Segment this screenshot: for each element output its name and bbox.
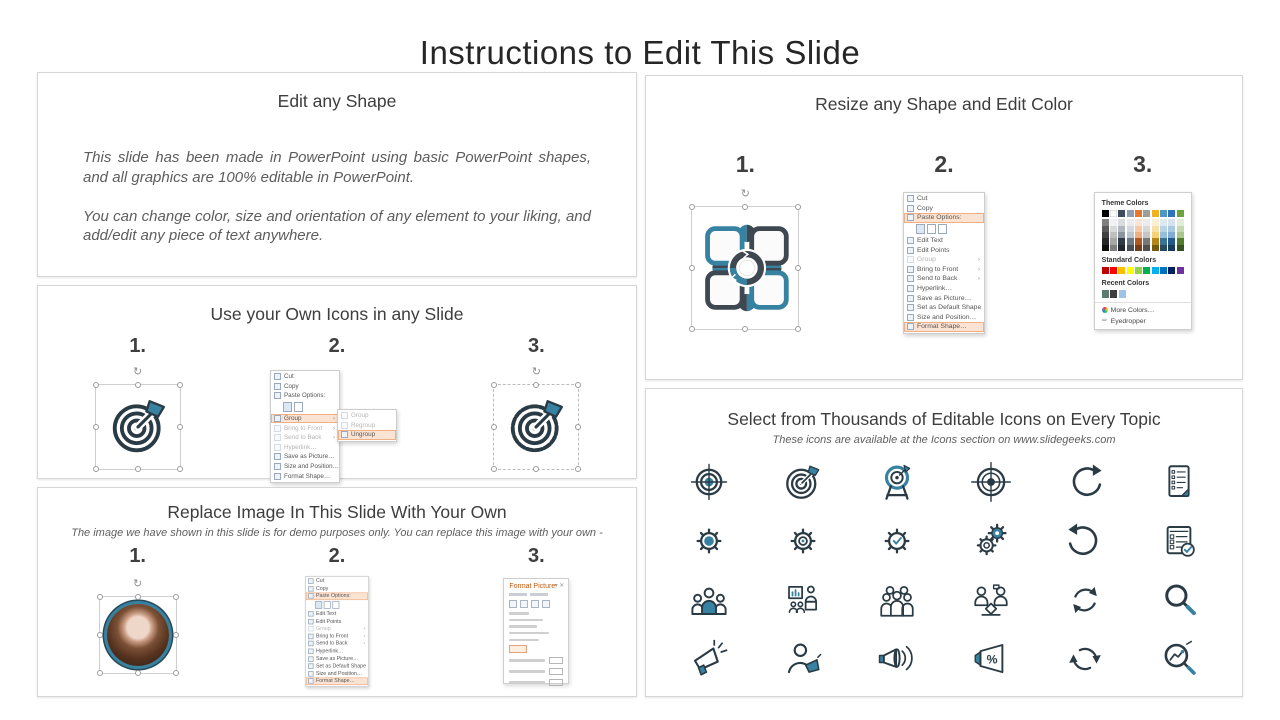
menu-item-cut: Cut <box>306 578 368 585</box>
menu-item-edit-text: Edit Text <box>904 236 984 246</box>
step-number: 2. <box>934 151 954 177</box>
selected-icon-graphic <box>95 366 181 470</box>
menu-item-save-as-picture: Save as Picture… <box>904 293 984 303</box>
gear-check-icon <box>850 511 944 570</box>
refresh-arrow-icon <box>1038 452 1132 511</box>
step-1 <box>38 545 237 718</box>
menu-item-bring-to-front: Bring to Front › <box>904 265 984 275</box>
icon-grid <box>646 446 1242 688</box>
menu-item-bring-to-front: Bring to Front › <box>306 633 368 640</box>
step-number: 2. <box>328 335 346 357</box>
standard-colors-label: Standard Colors <box>1101 257 1157 265</box>
menu-item-hyperlink: Hyperlink… <box>271 443 339 453</box>
pane-tabs <box>509 593 563 596</box>
selected-shape-graphic <box>691 188 799 330</box>
body-paragraph: You can change color, size and orientation of any element to your liking, and add/edit any piece of text anywhere. <box>83 207 591 245</box>
team-three-icon <box>662 570 756 629</box>
menu-item-paste-options: Paste Options: <box>904 213 984 223</box>
panel-subtitle: These icons are available at the Icons section on www.slidegeeks.com <box>772 434 1116 446</box>
context-menu-group <box>270 370 376 483</box>
menu-item-edit-text: Edit Text <box>306 610 368 617</box>
step-number: 1. <box>129 545 146 567</box>
step-2 <box>845 125 1044 334</box>
gear-inner-gear-icon <box>756 511 850 570</box>
menu-item-set-default-shape: Set as Default Shape <box>904 303 984 313</box>
meeting-discussion-icon <box>944 570 1038 629</box>
close-icon: ▾ ✕ <box>554 583 565 589</box>
recent-colors-label: Recent Colors <box>1101 280 1150 288</box>
paste-options-icons <box>271 401 339 414</box>
paste-options-icons <box>904 223 984 236</box>
step-3 <box>437 545 636 718</box>
refresh-arrow-ccw-icon <box>1038 511 1132 570</box>
rotate-handle-icon: ↻ <box>133 366 143 378</box>
archery-target-icon <box>850 452 944 511</box>
menu-item-cut: Cut <box>904 194 984 204</box>
group-submenu <box>337 409 397 442</box>
checklist-approved-icon <box>1132 511 1226 570</box>
group-five-icon <box>850 570 944 629</box>
magnifier-icon <box>1132 570 1226 629</box>
megaphone-offer-icon <box>944 629 1038 688</box>
color-picker-dropdown <box>1094 192 1192 330</box>
menu-item-send-to-back: Send to Back › <box>306 640 368 647</box>
menu-item-send-to-back: Send to Back › <box>271 433 339 443</box>
panel-heading: Resize any Shape and Edit Color <box>815 94 1073 114</box>
menu-item-format-shape: Format Shape… <box>904 322 984 332</box>
panel-replace-image <box>37 487 637 697</box>
menu-item-copy: Copy <box>271 382 339 392</box>
step-1 <box>646 125 845 334</box>
quad-cycle-shape <box>697 218 793 318</box>
ungrouped-icon-graphic <box>493 366 579 470</box>
recent-color-swatches <box>1102 290 1184 297</box>
step-number: 3. <box>527 545 545 567</box>
panel-edit-any-shape <box>37 72 637 277</box>
fill-option-button <box>509 645 527 653</box>
menu-item-save-as-picture: Save as Picture… <box>306 655 368 662</box>
svg-text:%: % <box>986 651 998 666</box>
panel-editable-icons <box>645 388 1243 697</box>
rotate-handle-icon: ↻ <box>531 366 541 378</box>
step-number: 1. <box>735 151 755 177</box>
megaphone-announcement-icon <box>662 629 756 688</box>
menu-item-bring-to-front: Bring to Front › <box>271 423 339 433</box>
theme-color-swatches <box>1102 210 1184 217</box>
dartboard-dart-icon <box>505 396 567 458</box>
menu-item-edit-points: Edit Points <box>904 245 984 255</box>
step-3 <box>437 335 636 483</box>
step-number: 1. <box>129 335 146 357</box>
submenu-item-ungroup: Ungroup <box>338 430 396 440</box>
person-megaphone-icon <box>756 629 850 688</box>
menu-item-save-as-picture: Save as Picture… <box>271 452 339 462</box>
menu-item-size-position: Size and Position… <box>306 670 368 677</box>
panel-heading: Use your Own Icons in any Slide <box>210 304 464 324</box>
megaphone-waves-icon <box>850 629 944 688</box>
menu-item-hyperlink: Hyperlink… <box>904 284 984 294</box>
rotate-handle-icon: ↻ <box>133 578 143 590</box>
menu-item-size-position: Size and Position… <box>271 462 339 472</box>
context-menu-shape <box>903 192 985 334</box>
woman-portrait-image <box>107 604 169 666</box>
step-number: 2. <box>328 545 346 567</box>
eyedropper-option: ✏ Eyedropper <box>1101 317 1146 325</box>
more-colors-option: More Colors… <box>1102 307 1184 314</box>
color-wheel-icon <box>1102 307 1108 313</box>
sync-arrows-icon <box>1038 570 1132 629</box>
panel-heading: Edit any Shape <box>277 91 397 111</box>
rotate-handle-icon: ↻ <box>740 188 750 200</box>
theme-colors-label: Theme Colors <box>1101 200 1149 207</box>
menu-item-format-shape: Format Shape… <box>306 677 368 684</box>
menu-item-copy: Copy <box>904 204 984 214</box>
panel-use-own-icons <box>37 285 637 479</box>
menu-item-copy: Copy <box>306 585 368 592</box>
theme-color-variants <box>1102 219 1184 251</box>
step-2 <box>237 545 436 718</box>
eyedropper-icon: ✏ <box>1101 318 1107 325</box>
page-title: Instructions to Edit This Slide <box>419 34 861 72</box>
menu-item-paste-options: Paste Options: <box>271 391 339 401</box>
menu-item-format-shape: Format Shape… <box>271 471 339 481</box>
context-menu-picture <box>305 576 369 687</box>
spinner-field <box>549 668 563 675</box>
submenu-item-regroup: Regroup <box>338 421 396 431</box>
panel-heading: Replace Image In This Slide With Your Own <box>167 502 507 522</box>
spinner-field <box>549 657 563 664</box>
dartboard-dart-icon <box>107 396 169 458</box>
trainer-presentation-icon <box>756 570 850 629</box>
menu-item-size-position: Size and Position… <box>904 313 984 323</box>
menu-item-group: Group › <box>271 414 339 424</box>
spinner-field <box>549 679 563 686</box>
step-number: 3. <box>1133 151 1153 177</box>
pane-tool-icons <box>509 600 563 608</box>
crosshair-scope-icon <box>944 452 1038 511</box>
magnifier-analytics-icon <box>1132 629 1226 688</box>
checklist-document-icon <box>1132 452 1226 511</box>
step-number: 3. <box>527 335 545 357</box>
paste-options-icons <box>306 600 368 610</box>
step-2 <box>237 335 436 483</box>
panel-heading: Select from Thousands of Editable Icons on Every Topic <box>727 409 1161 429</box>
submenu-item-group: Group <box>338 411 396 421</box>
sync-arrows-alt-icon <box>1038 629 1132 688</box>
panel-subtitle: The image we have shown in this slide is for demo purposes only. You can replace this image with your own - <box>71 527 603 539</box>
menu-item-edit-points: Edit Points <box>306 618 368 625</box>
menu-item-cut: Cut <box>271 372 339 382</box>
menu-item-set-default-shape: Set as Default Shape <box>306 663 368 670</box>
menu-item-paste-options: Paste Options: <box>306 593 368 600</box>
panel-resize-edit-color <box>645 75 1243 380</box>
menu-item-send-to-back: Send to Back › <box>904 274 984 284</box>
body-paragraph: This slide has been made in PowerPoint using basic PowerPoint shapes, and all graphics are 100% editable in PowerPoint. <box>83 149 591 186</box>
step-3 <box>1043 125 1242 334</box>
pane-title: Format Picture <box>509 583 556 590</box>
format-picture-pane <box>503 578 569 684</box>
crosshair-target-icon <box>662 452 756 511</box>
gear-solid-core-icon <box>662 511 756 570</box>
menu-item-group: Group › <box>306 625 368 632</box>
dartboard-dart-icon <box>756 452 850 511</box>
menu-item-group: Group › <box>904 255 984 265</box>
selected-image-graphic <box>99 578 177 674</box>
double-gears-icon <box>944 511 1038 570</box>
standard-color-swatches <box>1102 267 1184 274</box>
menu-item-hyperlink: Hyperlink… <box>306 648 368 655</box>
step-1 <box>38 335 237 483</box>
